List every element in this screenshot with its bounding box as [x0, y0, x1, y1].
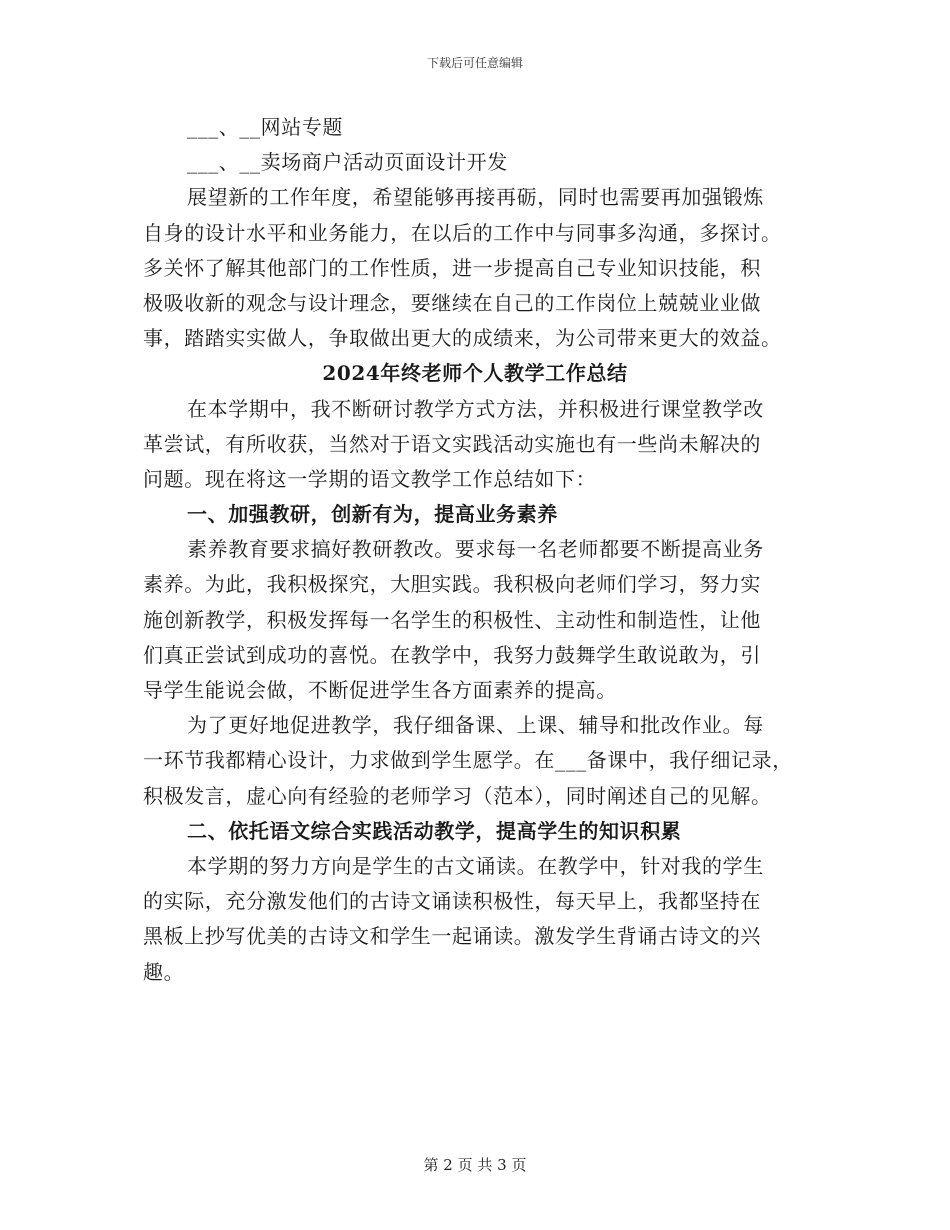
paragraph-line: 展望新的工作年度，希望能够再接再砺，同时也需要再加强锻炼	[187, 185, 764, 210]
paragraph-line: 问题。现在将这一学期的语文教学工作总结如下：	[143, 466, 597, 491]
paragraph-line: 事，踏踏实实做人，争取做出更大的成绩来，为公司带来更大的效益。	[143, 326, 782, 351]
paragraph-line: 黑板上抄写优美的古诗文和学生一起诵读。激发学生背诵古诗文的兴	[143, 924, 761, 949]
section-heading: 一、加强教研，创新有为，提高业务素养	[187, 502, 558, 527]
paragraph-line: 一环节我都精心设计，力求做到学生愿学。在___备课中，我仔细记录，	[143, 748, 793, 773]
paragraph-line: 素养教育要求搞好教研教改。要求每一名老师都要不断提高业务	[187, 537, 764, 562]
paragraph-line: 们真正尝试到成功的喜悦。在教学中，我努力鼓舞学生敢说敢为，引	[143, 642, 761, 667]
paragraph-line: 施创新教学，积极发挥每一名学生的积极性、主动性和制造性，让他	[143, 607, 761, 632]
paragraph-line: 积极发言，虚心向有经验的老师学习（范本），同时阐述自己的见解。	[143, 783, 772, 808]
section-heading: 二、依托语文综合实践活动教学，提高学生的知识积累	[187, 818, 682, 843]
paragraph-line: 为了更好地促进教学，我仔细备课、上课、辅导和批改作业。每	[187, 713, 764, 738]
header-note: 下载后可任意编辑	[426, 56, 523, 70]
page-number: 第 2 页 共 3 页	[423, 1156, 527, 1174]
paragraph-line: 自身的设计水平和业务能力，在以后的工作中与同事多沟通，多探讨。	[143, 220, 782, 245]
paragraph-line: 极吸收新的观念与设计理念，要继续在自己的工作岗位上兢兢业业做	[143, 290, 761, 315]
paragraph-line: 导学生能说会做，不断促进学生各方面素养的提高。	[143, 678, 617, 702]
paragraph-line: 素养。为此，我积极探究，大胆实践。我积极向老师们学习，努力实	[143, 572, 761, 597]
paragraph-line: 本学期的努力方向是学生的古文诵读。在教学中，针对我的学生	[187, 853, 764, 878]
paragraph-line: 的实际，充分激发他们的古诗文诵读积极性，每天早上，我都坚持在	[143, 889, 761, 914]
document-title: 2024年终老师个人教学工作总结	[322, 361, 628, 386]
list-line: ___、__卖场商户活动页面设计开发	[187, 150, 508, 175]
paragraph-line: 在本学期中，我不断研讨教学方式方法，并积极进行课堂教学改	[187, 396, 764, 421]
paragraph-line: 多关怀了解其他部门的工作性质，进一步提高自己专业知识技能，积	[143, 255, 761, 280]
paragraph-line: 革尝试，有所收获，当然对于语文实践活动实施也有一些尚未解决的	[143, 431, 761, 456]
paragraph-line: 趣。	[143, 959, 185, 984]
list-line: ___、__网站专题	[187, 115, 343, 139]
document-body	[143, 110, 807, 990]
